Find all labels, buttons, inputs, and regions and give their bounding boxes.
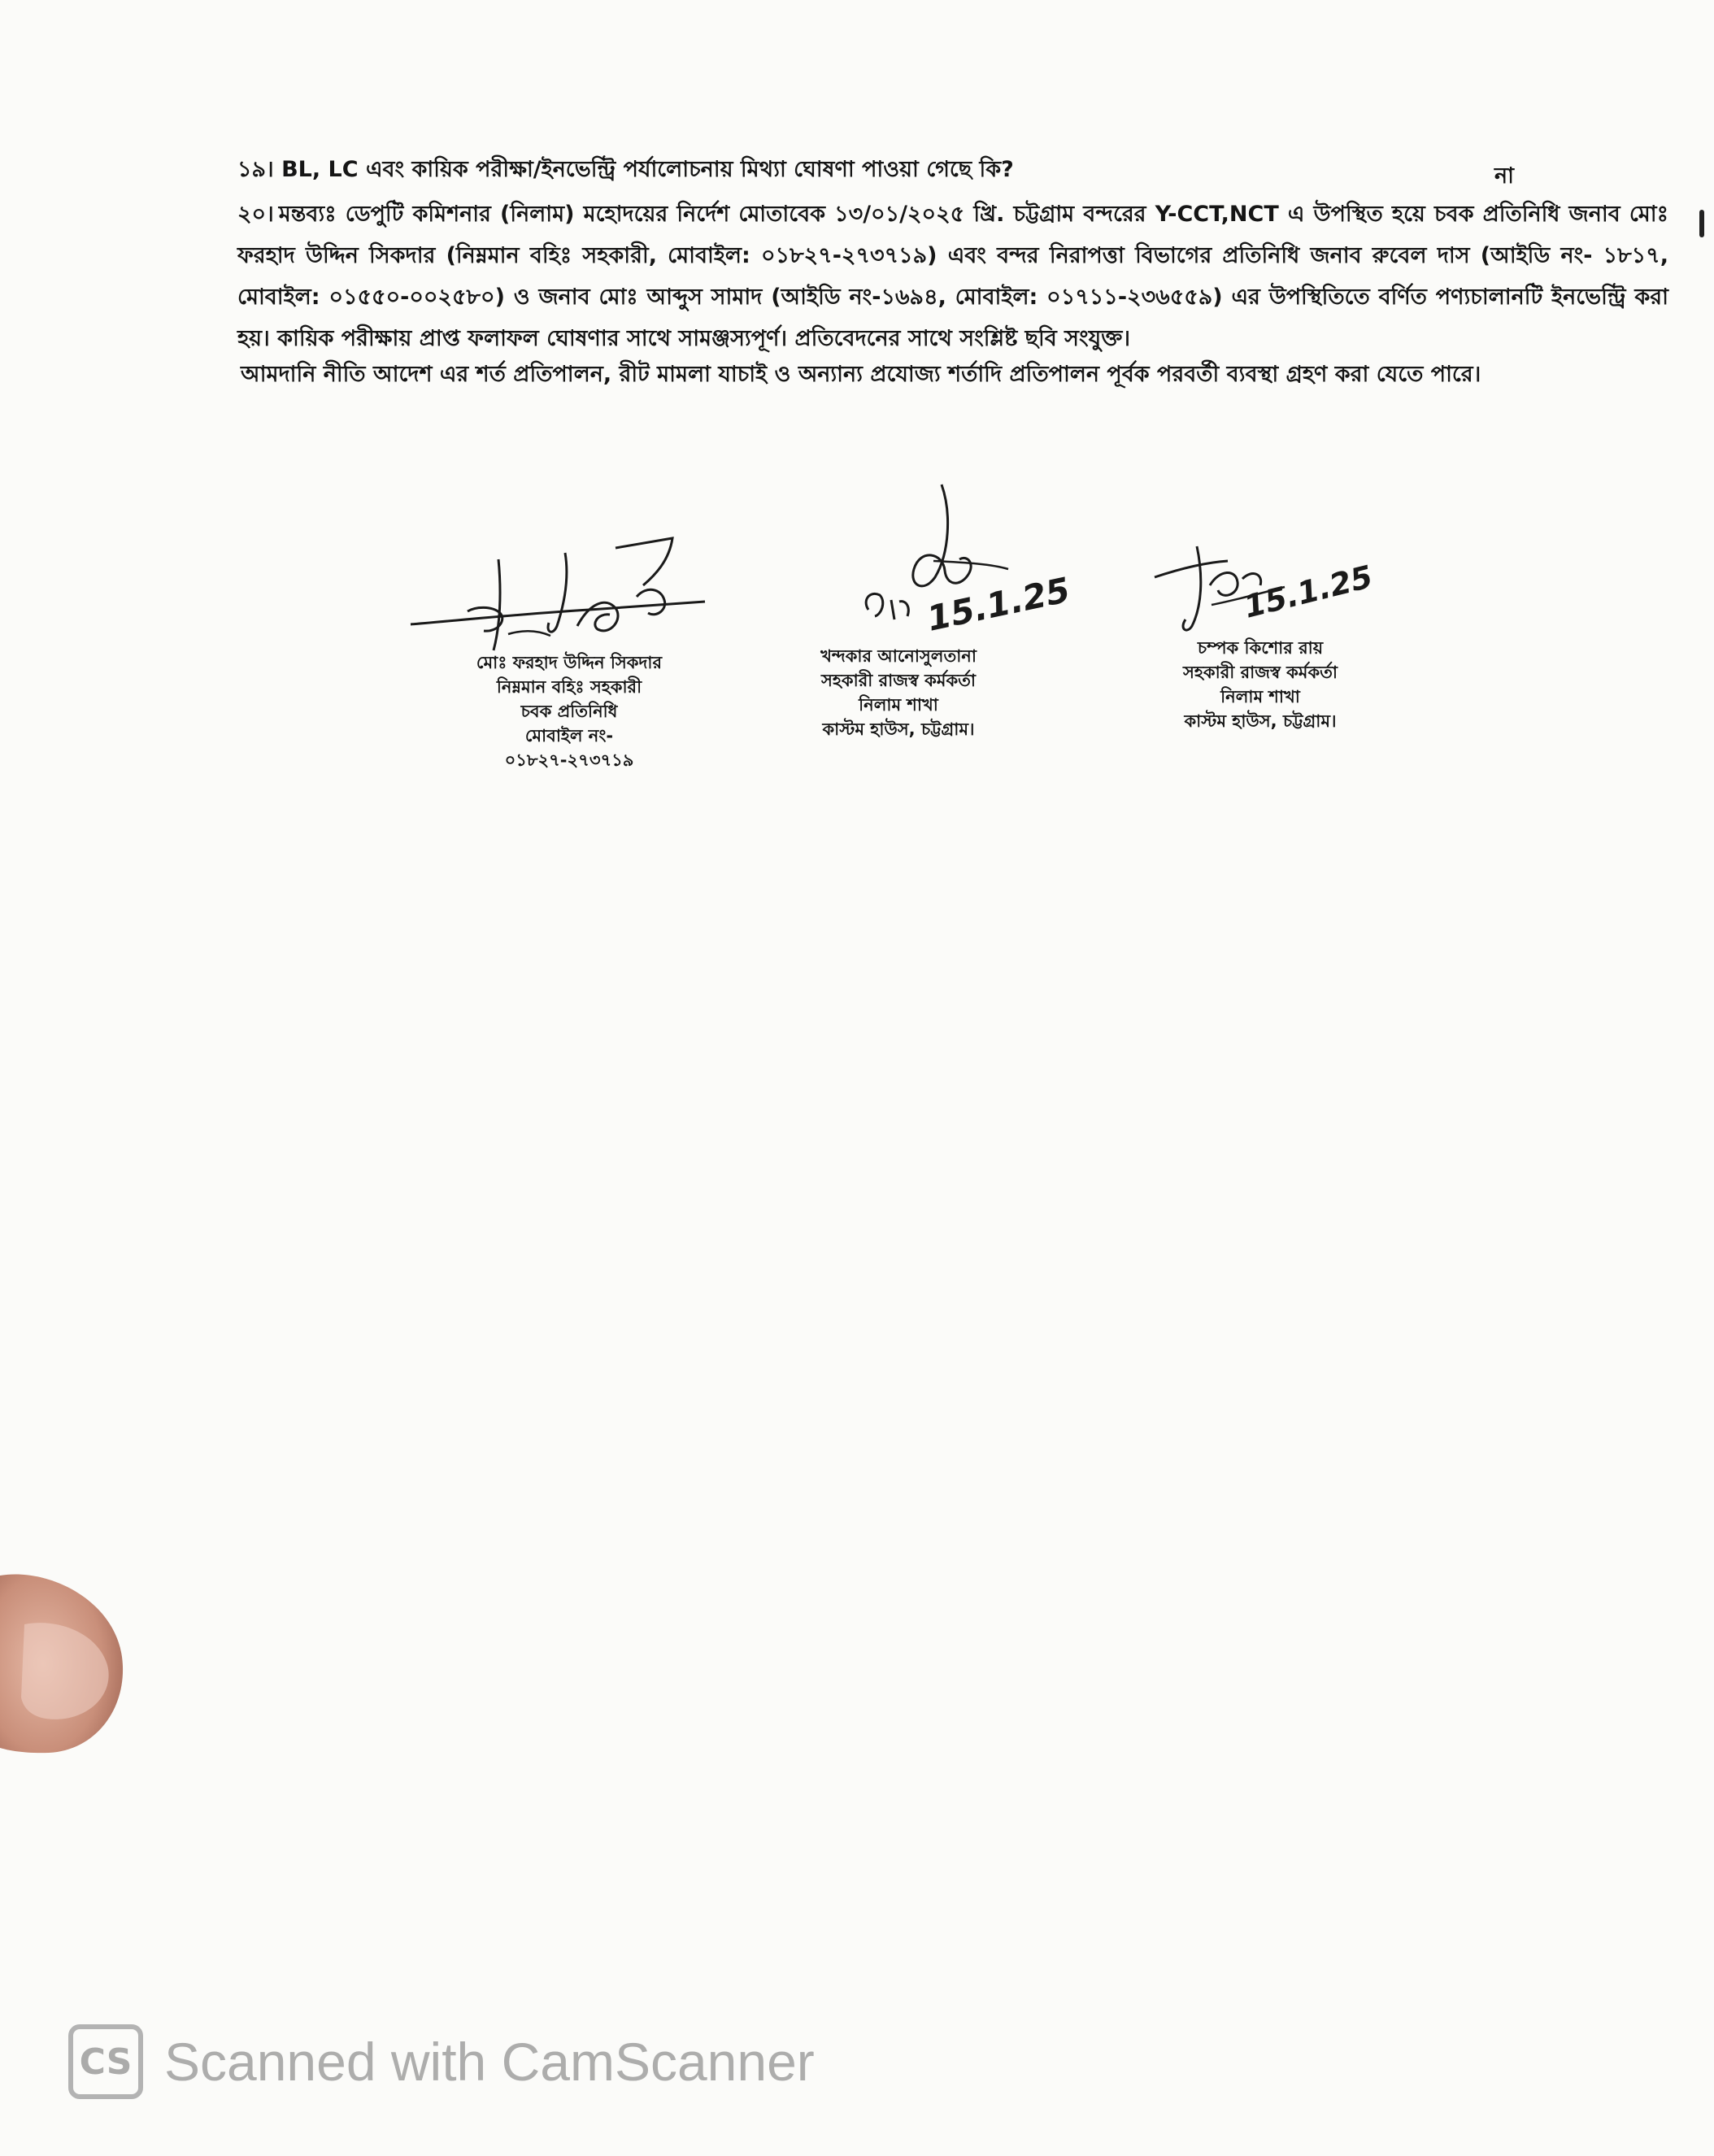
- signatory-1-designation: নিম্নমান বহিঃ সহকারী: [496, 677, 642, 697]
- signature-2-handwriting: [846, 480, 1074, 659]
- item-20-number: ২০।: [237, 202, 274, 227]
- signatory-2-designation: সহকারী রাজস্ব কর্মকর্তা: [821, 671, 976, 690]
- item-20-remarks: [237, 193, 1668, 359]
- signatory-3-designation: সহকারী রাজস্ব কর্মকর্তা: [1183, 663, 1338, 682]
- signatory-3-section: নিলাম শাখা: [1220, 687, 1300, 706]
- item-19-answer: না: [1494, 163, 1514, 189]
- signatory-2-name: খন্দকার আনোসুলতানা: [820, 646, 977, 666]
- signatory-2: [760, 644, 1037, 741]
- item-20-text: মন্তব্যঃ ডেপুটি কমিশনার (নিলাম) মহোদয়ের নির্দেশ মোতাবেক ১৩/০১/২০২৫ খ্রি. চট্টগ্রাম বন্দরের Y-CCT,NCT এ উপস্থিত হয়ে চবক প্রতিনিধি জনাব মোঃ ফরহাদ উদ্দিন সিকদার (নিম্নমান বহিঃ সহকারী, মোবাইল: ০১৮২৭-২৭৩৭১৯) এবং বন্দর নিরাপত্তা বিভাগের প্রতিনিধি জনাব রুবেল দাস (আইডি নং- ১৮১৭, মোবাইল: ০১৫৫০-০০২৫৮০) ও জনাব মোঃ আব্দুস সামাদ (আইডি নং-১৬৯৪, মোবাইল: ০১৭১১-২৩৬৫৫৯) এর উপস্থিতিতে বর্ণিত পণ্যচালানটি ইনভেন্ট্রি করা হয়। কায়িক পরীক্ষায় প্রাপ্ত ফলাফল ঘোষণার সাথে সামঞ্জস্যপূর্ণ। প্রতিবেদনের সাথে সংশ্লিষ্ট ছবি সংযুক্ত।: [237, 202, 1668, 351]
- camscanner-watermark-text: Scanned with CamScanner: [164, 2032, 815, 2092]
- signatory-3-office: কাস্টম হাউস, চট্টগ্রাম।: [1184, 711, 1337, 731]
- item-19-question: ১৯। BL, LC এবং কায়িক পরীক্ষা/ইনভেন্ট্রি পর্যালোচনায় মিথ্যা ঘোষণা পাওয়া গেছে কি?: [237, 157, 1014, 182]
- thumb-photo-artifact: [0, 1567, 130, 1754]
- signature-3-handwriting: [1146, 537, 1390, 642]
- closing-remark: আমদানি নীতি আদেশ এর শর্ত প্রতিপালন, রীট মামলা যাচাই ও অন্যান্য প্রযোজ্য শর্তাদি প্রতিপালন পূর্বক পরবর্তী ব্যবস্থা গ্রহণ করা যেতে পারে।: [241, 362, 1481, 387]
- signature-1-handwriting: [402, 528, 720, 667]
- signatory-2-section: নিলাম শাখা: [859, 695, 938, 715]
- signatory-1-org: চবক প্রতিনিধি: [520, 702, 618, 721]
- camscanner-watermark: [68, 2024, 815, 2099]
- signature-3-date: 15.1.25: [1240, 559, 1377, 625]
- signatory-3: [1126, 636, 1394, 733]
- signatory-2-office: কাস্টম হাউস, চট্টগ্রাম।: [822, 719, 975, 739]
- signatory-1-mobile: ০১৮২৭-২৭৩৭১৯: [504, 750, 634, 770]
- signatory-3-name: চম্পক কিশোর রায়: [1197, 638, 1324, 658]
- signatory-1-name: মোঃ ফরহাদ উদ্দিন সিকদার: [476, 653, 663, 672]
- signatory-1-mobile-label: মোবাইল নং-: [524, 726, 614, 745]
- camscanner-logo-icon: CS: [68, 2024, 143, 2099]
- scan-edge-mark: [1699, 210, 1704, 237]
- signatory-1: [439, 650, 699, 772]
- signature-2-date: 15.1.25: [923, 569, 1074, 639]
